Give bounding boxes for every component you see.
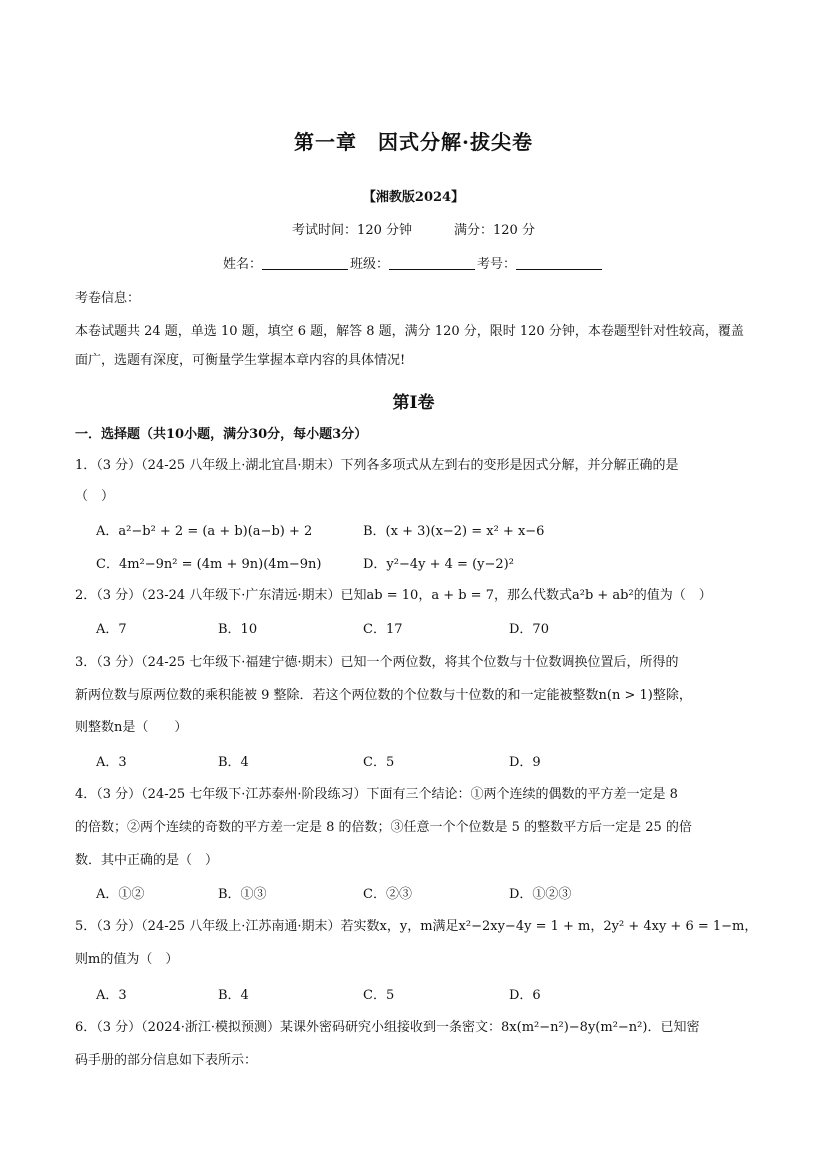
question-3-option-c: C．5 <box>363 755 395 770</box>
question-2-line-1: 2．（3 分）（23-24 八年级下·广东清远·期末）已知ab = 10，a + b = 7，那么代数式a²b + ab²的值为（ ） <box>75 588 712 603</box>
question-5-option-a: A．3 <box>96 988 127 1003</box>
question-4-option-a: A．①② <box>96 887 145 902</box>
question-1-option-d: D．y²−4y + 4 = (y−2)² <box>363 557 514 572</box>
edition-label: 【湘教版2024】 <box>362 190 465 205</box>
question-3-line-1: 3．（3 分）（24-25 七年级下·福建宁德·期末）已知一个两位数，将其个位数与十位数调换位置后，所得的 <box>75 655 679 670</box>
section-title: 第Ⅰ卷 <box>392 393 435 413</box>
question-4-option-d: D．①②③ <box>509 887 572 902</box>
question-4-line-3: 数．其中正确的是（ ） <box>75 853 219 868</box>
question-4-option-b: B．①③ <box>218 887 267 902</box>
question-1-line-2: （ ） <box>75 489 115 504</box>
question-5-line-2: 则m的值为（ ） <box>75 952 179 967</box>
question-6-line-2: 码手册的部分信息如下表所示： <box>75 1053 258 1068</box>
part-heading: 一．选择题（共10小题，满分30分，每小题3分） <box>75 427 368 442</box>
question-3-line-3: 则整数n是（ ） <box>75 720 188 735</box>
question-2-option-c: C．17 <box>363 622 403 637</box>
exam-time: 考试时间：120 分钟 <box>292 223 412 238</box>
class-label: 班级： <box>349 257 389 272</box>
notice-line-1: 本卷试题共 24 题，单选 10 题，填空 6 题，解答 8 题，满分 120 分，限时 120 分钟，本卷题型针对性较高，覆盖 <box>75 324 744 339</box>
question-1-line-1: 1．（3 分）（24-25 八年级上·湖北宜昌·期末）下列各多项式从左到右的变形是因式分解，并分解正确的是 <box>75 458 679 473</box>
name-label: 姓名： <box>222 257 262 272</box>
question-5-line-1: 5．（3 分）（24-25 八年级上·江苏南通·期末）若实数x，y，m满足x²−2xy−4y = 1 + m，2y² + 4xy + 6 = 1−m， <box>75 919 758 934</box>
question-2-option-a: A．7 <box>96 622 127 637</box>
question-2-option-d: D．70 <box>509 622 549 637</box>
question-3-option-b: B．4 <box>218 755 249 770</box>
question-2-option-b: B．10 <box>218 622 258 637</box>
question-5-option-d: D．6 <box>509 988 541 1003</box>
question-5-option-c: C．5 <box>363 988 395 1003</box>
number-blank <box>516 257 602 270</box>
question-3-line-2: 新两位数与原两位数的乘积能被 9 整除．若这个两位数的个位数与十位数的和一定能被整数n(n > 1)整除， <box>75 688 692 703</box>
question-4-line-1: 4．（3 分）（24-25 七年级下·江苏泰州·阶段练习）下面有三个结论：①两个连续的偶数的平方差一定是 8 <box>75 787 678 802</box>
page-title: 第一章 因式分解·拔尖卷 <box>294 130 533 154</box>
notice-label: 考卷信息： <box>75 291 141 306</box>
question-3-option-d: D．9 <box>509 755 541 770</box>
question-6-line-1: 6．（3 分）（2024·浙江·模拟预测）某课外密码研究小组接收到一条密文：8x(m²−n²)−8y(m²−n²)．已知密 <box>75 1020 700 1035</box>
student-info-fields <box>0 253 827 272</box>
question-3-option-a: A．3 <box>96 755 127 770</box>
question-1-option-a: A．a²−b² + 2 = (a + b)(a−b) + 2 <box>96 524 313 539</box>
question-1-option-c: C．4m²−9n² = (4m + 9n)(4m−9n) <box>96 557 322 572</box>
exam-score: 满分：120 分 <box>454 223 535 238</box>
number-label: 考号： <box>477 257 517 272</box>
name-blank <box>262 257 348 270</box>
question-4-line-2: 的倍数；②两个连续的奇数的平方差一定是 8 的倍数；③任意一个个位数是 5 的整数平方后一定是 25 的倍 <box>75 820 692 835</box>
question-1-option-b: B．(x + 3)(x−2) = x² + x−6 <box>363 524 545 539</box>
question-4-option-c: C．②③ <box>363 887 412 902</box>
exam-info <box>0 219 827 238</box>
class-blank <box>389 257 475 270</box>
question-5-option-b: B．4 <box>218 988 249 1003</box>
notice-line-2: 面广，选题有深度，可衡量学生掌握本章内容的具体情况! <box>75 353 406 368</box>
